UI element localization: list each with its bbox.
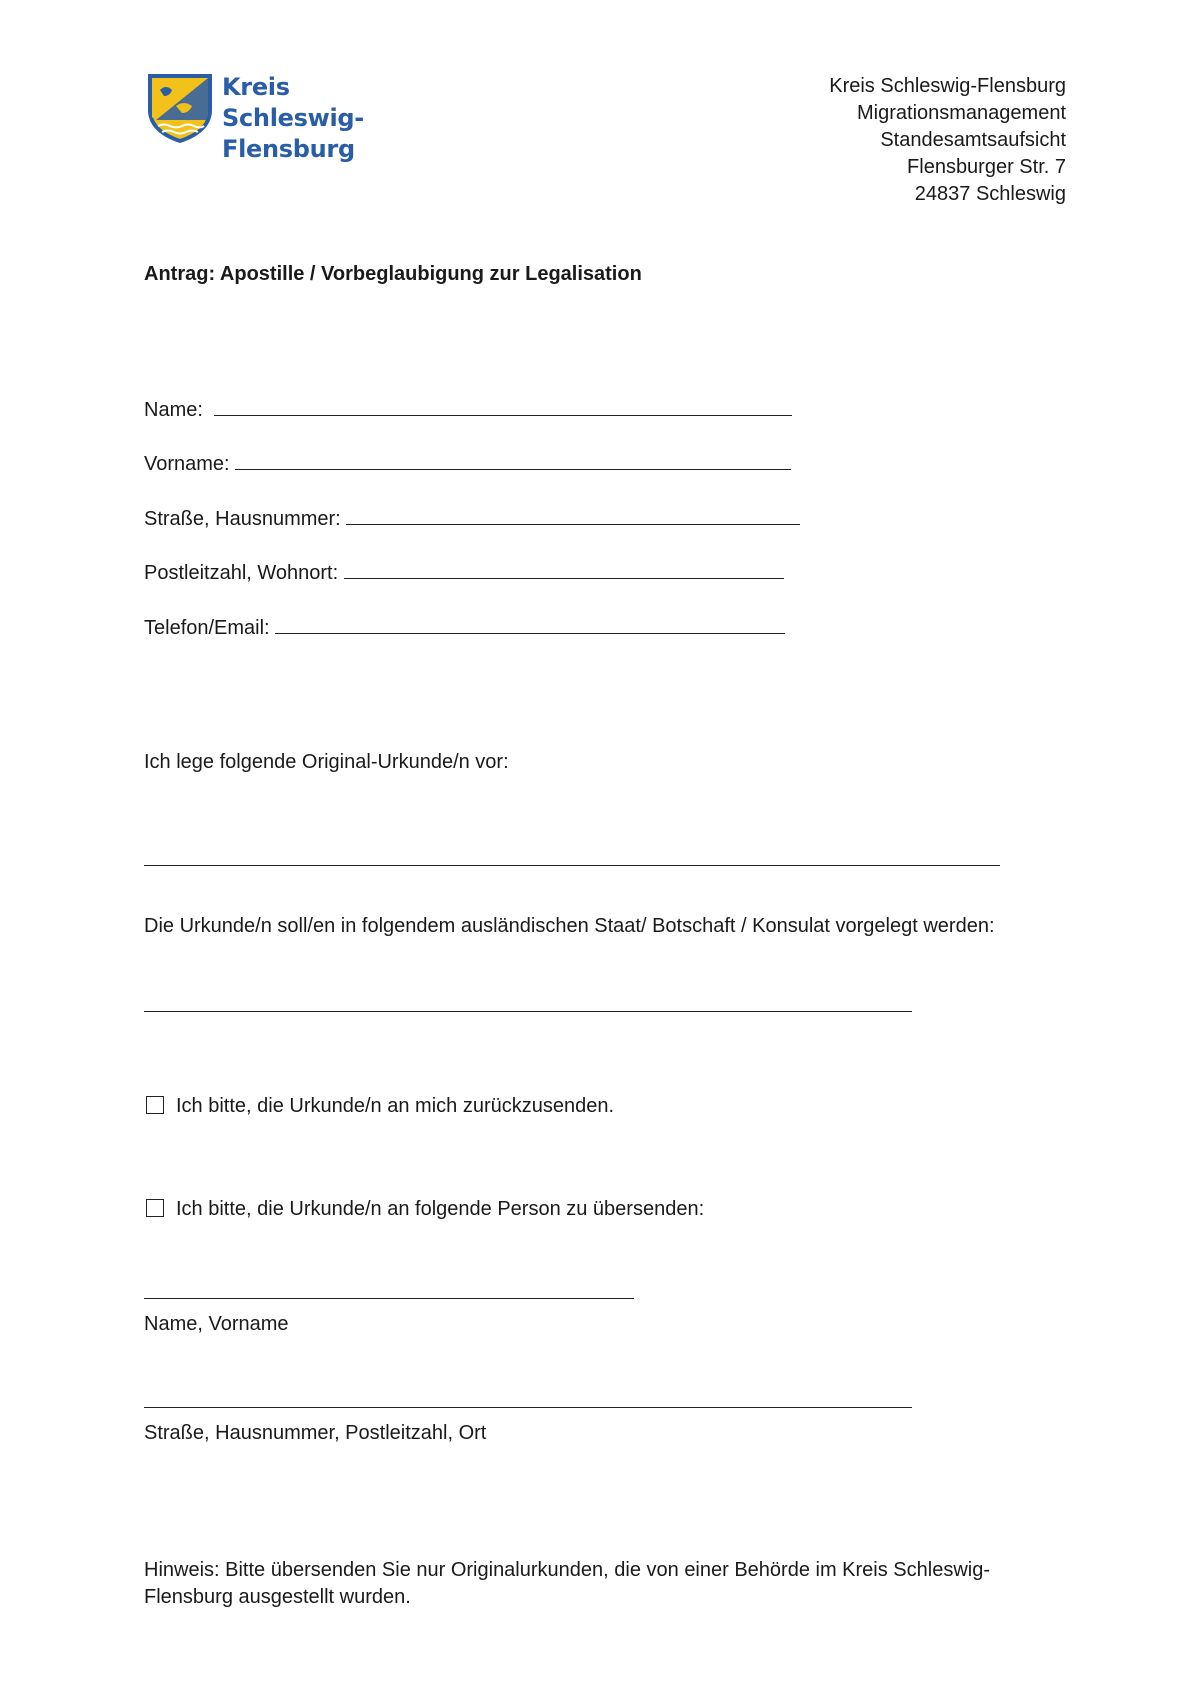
return-option-label: Ich bitte, die Urkunde/n an mich zurückzusenden. (176, 1095, 615, 1117)
vorname-input-line[interactable] (235, 450, 791, 470)
plz-field-row (144, 559, 784, 585)
strasse-label: Straße, Hausnummer: (144, 508, 341, 530)
forward-checkbox[interactable] (146, 1199, 164, 1217)
staat-input-line[interactable] (144, 1011, 912, 1012)
hinweis-line-1: Hinweis: Bitte übersenden Sie nur Originalurkunden, die von einer Behörde im Kreis Schleswig- (144, 1559, 990, 1581)
strasse-field-row (144, 505, 800, 531)
coat-of-arms-icon (146, 72, 214, 144)
hinweis-line-2: Flensburg ausgestellt wurden. (144, 1586, 411, 1608)
strasse-input-line[interactable] (346, 505, 800, 525)
logo-line-1: Kreis (222, 73, 290, 101)
recipient-address-line[interactable] (144, 1407, 912, 1408)
vorname-field-row (144, 450, 791, 476)
address-line-2: Migrationsmanagement (857, 102, 1066, 124)
urkunde-prompt: Ich lege folgende Original-Urkunde/n vor: (144, 751, 509, 773)
address-line-1: Kreis Schleswig-Flensburg (829, 75, 1066, 97)
telefon-field-row (144, 614, 785, 640)
vorname-label: Vorname: (144, 453, 230, 475)
name-field-row (144, 396, 792, 422)
return-checkbox[interactable] (146, 1096, 164, 1114)
address-line-4: Flensburger Str. 7 (907, 156, 1066, 178)
logo-text (222, 72, 486, 165)
address-block (829, 73, 1066, 208)
forward-option-label: Ich bitte, die Urkunde/n an folgende Person zu übersenden: (176, 1198, 705, 1220)
kreis-logo (146, 72, 486, 163)
name-label: Name: (144, 399, 203, 421)
staat-prompt: Die Urkunde/n soll/en in folgendem ausländischen Staat/ Botschaft / Konsulat vorgelegt werden: (144, 915, 995, 937)
recipient-address-caption: Straße, Hausnummer, Postleitzahl, Ort (144, 1422, 487, 1444)
address-line-5: 24837 Schleswig (914, 183, 1066, 205)
name-input-line[interactable] (214, 396, 792, 416)
plz-label: Postleitzahl, Wohnort: (144, 562, 339, 584)
recipient-name-line[interactable] (144, 1298, 634, 1299)
logo-line-2: Schleswig-Flensburg (222, 104, 364, 163)
forward-option[interactable] (146, 1198, 704, 1221)
hinweis-note (144, 1557, 990, 1611)
recipient-name-caption: Name, Vorname (144, 1313, 289, 1335)
form-title: Antrag: Apostille / Vorbeglaubigung zur Legalisation (144, 263, 642, 285)
address-line-3: Standesamtsaufsicht (880, 129, 1066, 151)
return-option[interactable] (146, 1095, 614, 1118)
urkunde-input-line[interactable] (144, 865, 1000, 866)
telefon-input-line[interactable] (275, 614, 785, 634)
plz-input-line[interactable] (344, 559, 784, 579)
telefon-label: Telefon/Email: (144, 617, 270, 639)
